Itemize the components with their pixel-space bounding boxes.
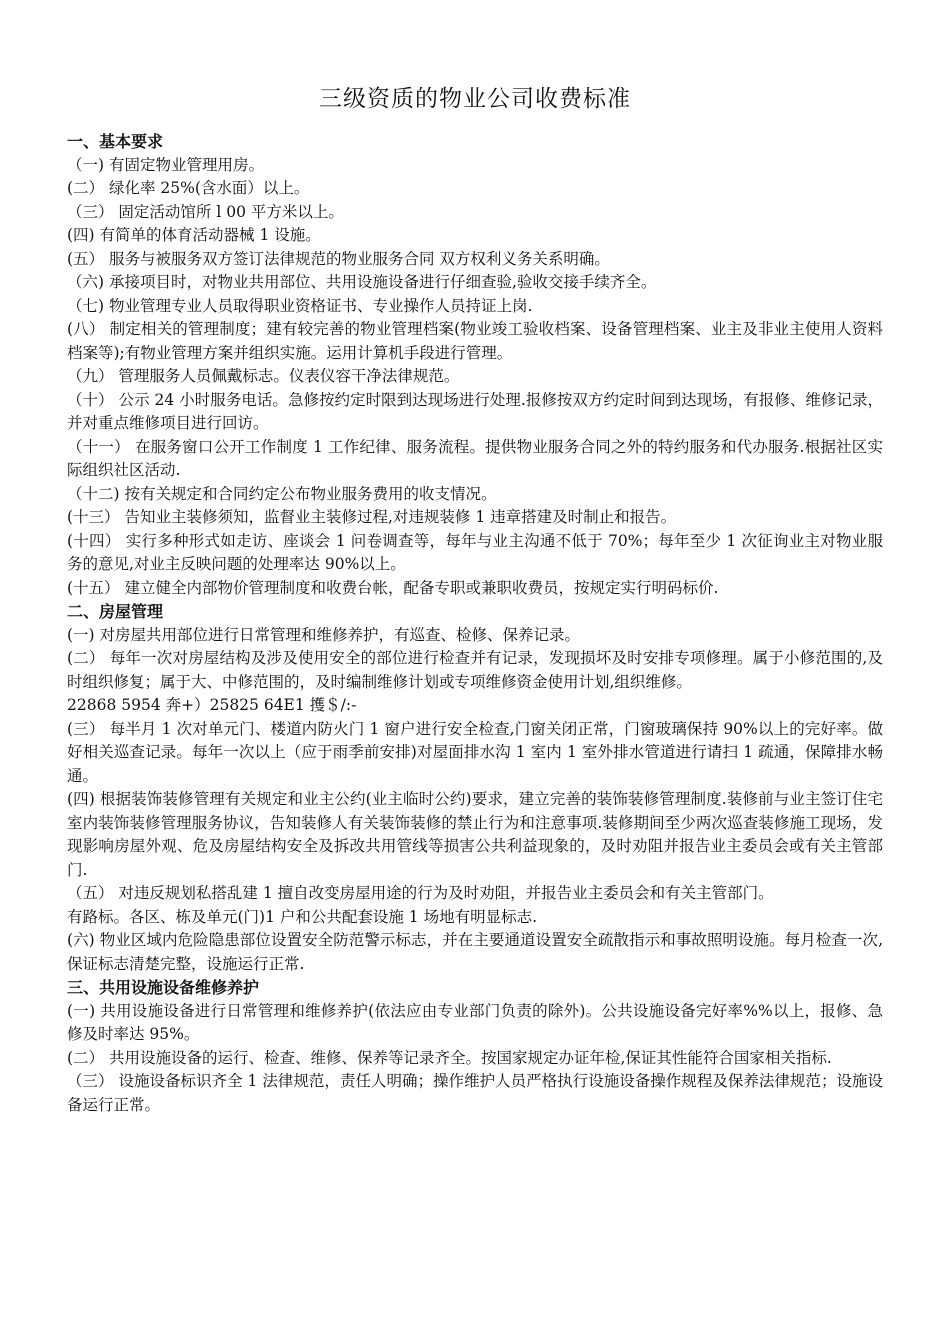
section-paragraph: (十五） 建立健全内部物价管理制度和收费台帐，配备专职或兼职收费员，按规定实行明码标价. xyxy=(67,578,719,597)
section-paragraph: （六) 承接项目时，对物业共用部位、共用设施设备进行仔细查验,验收交接手续齐全。 xyxy=(67,273,657,291)
section-paragraph: (四) 有简单的体育活动器械 1 设施。 xyxy=(67,226,321,244)
section-paragraph: (二） 绿化率 25%(含水面）以上。 xyxy=(67,179,310,197)
section-paragraph: 有路标。各区、栋及单元(门)1 户和公共配套设施 1 场地有明显标志. xyxy=(67,907,538,926)
section-paragraph: 22868 5954 奔+）25825 64E1 擭＄/:- xyxy=(67,696,357,714)
section-paragraph: (四) 根据装饰装修管理有关规定和业主公约(业主临时公约)要求，建立完善的装饰装修管理制度.装修前与业主签订住宅室内装饰装修管理服务协议，告知装修人有关装饰装修的禁止行为和注意事项.装修期间至少两次巡查装修施工现场，发现影响房屋外观、危及房屋结构安全及拆改共用管线等损害公共利益现象的，及时劝阻并报告业主委员会或有关主管部门. xyxy=(67,790,883,879)
section-paragraph: (八） 制定相关的管理制度；建有较完善的物业管理档案(物业竣工验收档案、设备管理档案、业主及非业主使用人资料档案等);有物业管理方案并组织实施。运用计算机手段进行管理。 xyxy=(67,320,883,362)
document-title: 三级资质的物业公司收费标准 xyxy=(319,86,631,112)
section-paragraph: (十三） 告知业主装修须知，监督业主装修过程,对违规装修 1 违章搭建及时制止和报告。 xyxy=(67,508,677,526)
section-paragraph: (二） 每年一次对房屋结构及涉及使用安全的部位进行检查并有记录，发现损坏及时安排专项修理。属于小修范围的,及时组织修复；属于大、中修范围的，及时编制维修计划或专项维修资金使用计划,组织维修。 xyxy=(67,649,883,691)
section-paragraph: （十二) 按有关规定和合同约定公布物业服务费用的收支情况。 xyxy=(67,484,497,503)
section-paragraph: （十） 公示 24 小时服务电话。急修按约定时限到达现场进行处理.报修按双方约定时间到达现场，有报修、维修记录，并对重点维修项目进行回访。 xyxy=(67,390,883,432)
section-heading: 三、共用设施设备维修养护 xyxy=(67,978,260,997)
section-heading: 二、房屋管理 xyxy=(67,602,164,621)
section-heading: 一、基本要求 xyxy=(67,132,164,151)
section-paragraph: (十四） 实行多种形式如走访、座谈会 1 问卷调查等，每年与业主沟通不低于 70%；每年至少 1 次征询业主对物业服务的意见,对业主反映问题的处理率达 90%以上。 xyxy=(67,531,883,573)
section-paragraph: （三） 设施设备标识齐全 1 法律规范，责任人明确；操作维护人员严格执行设施设备操作规程及保养法律规范；设施设备运行正常。 xyxy=(67,1072,883,1114)
document-page xyxy=(67,82,883,1117)
section-paragraph: (二） 共用设施设备的运行、检查、维修、保养等记录齐全。按国家规定办证年检,保证其性能符合国家相关指标. xyxy=(67,1048,832,1067)
section-paragraph: (一) 对房屋共用部位进行日常管理和维修养护，有巡查、检修、保养记录。 xyxy=(67,625,581,644)
section-paragraph: (一) 共用设施设备进行日常管理和维修养护(依法应由专业部门负责的除外)。公共设施设备完好率%%以上，报修、急修及时率达 95%。 xyxy=(67,1001,883,1043)
document-body xyxy=(67,130,883,1117)
section-paragraph: (五） 服务与被服务双方签订法律规范的物业服务合同 双方权利义务关系明确。 xyxy=(67,249,610,268)
section-paragraph: （五） 对违反规划私搭乱建 1 擅自改变房屋用途的行为及时劝阻，并报告业主委员会和有关主管部门。 xyxy=(67,884,774,902)
section-paragraph: (六) 物业区域内危险隐患部位设置安全防范警示标志，并在主要通道设置安全疏散指示和事故照明设施。每月检查一次,保证标志清楚完整，设施运行正常. xyxy=(67,931,883,973)
section-paragraph: （十一） 在服务窗口公开工作制度 1 工作纪律、服务流程。提供物业服务合同之外的特约服务和代办服务.根据社区实际组织社区活动. xyxy=(67,437,883,479)
section-paragraph: （三） 固定活动馆所 l 00 平方米以上。 xyxy=(67,202,344,221)
section-paragraph: (三） 每半月 1 次对单元门、楼道内防火门 1 窗户进行安全检查,门窗关闭正常，门窗玻璃保持 90%以上的完好率。做好相关巡查记录。每年一次以上（应于雨季前安排)对屋面排水沟 1 室内 1 室外排水管道进行请扫 1 疏通，保障排水畅通。 xyxy=(67,719,883,785)
section-paragraph: （九） 管理服务人员佩戴标志。仪表仪容干净法律规范。 xyxy=(67,367,460,385)
section-paragraph: （七) 物业管理专业人员取得职业资格证书、专业操作人员持证上岗. xyxy=(67,296,533,315)
section-paragraph: （一) 有固定物业管理用房。 xyxy=(67,155,264,174)
